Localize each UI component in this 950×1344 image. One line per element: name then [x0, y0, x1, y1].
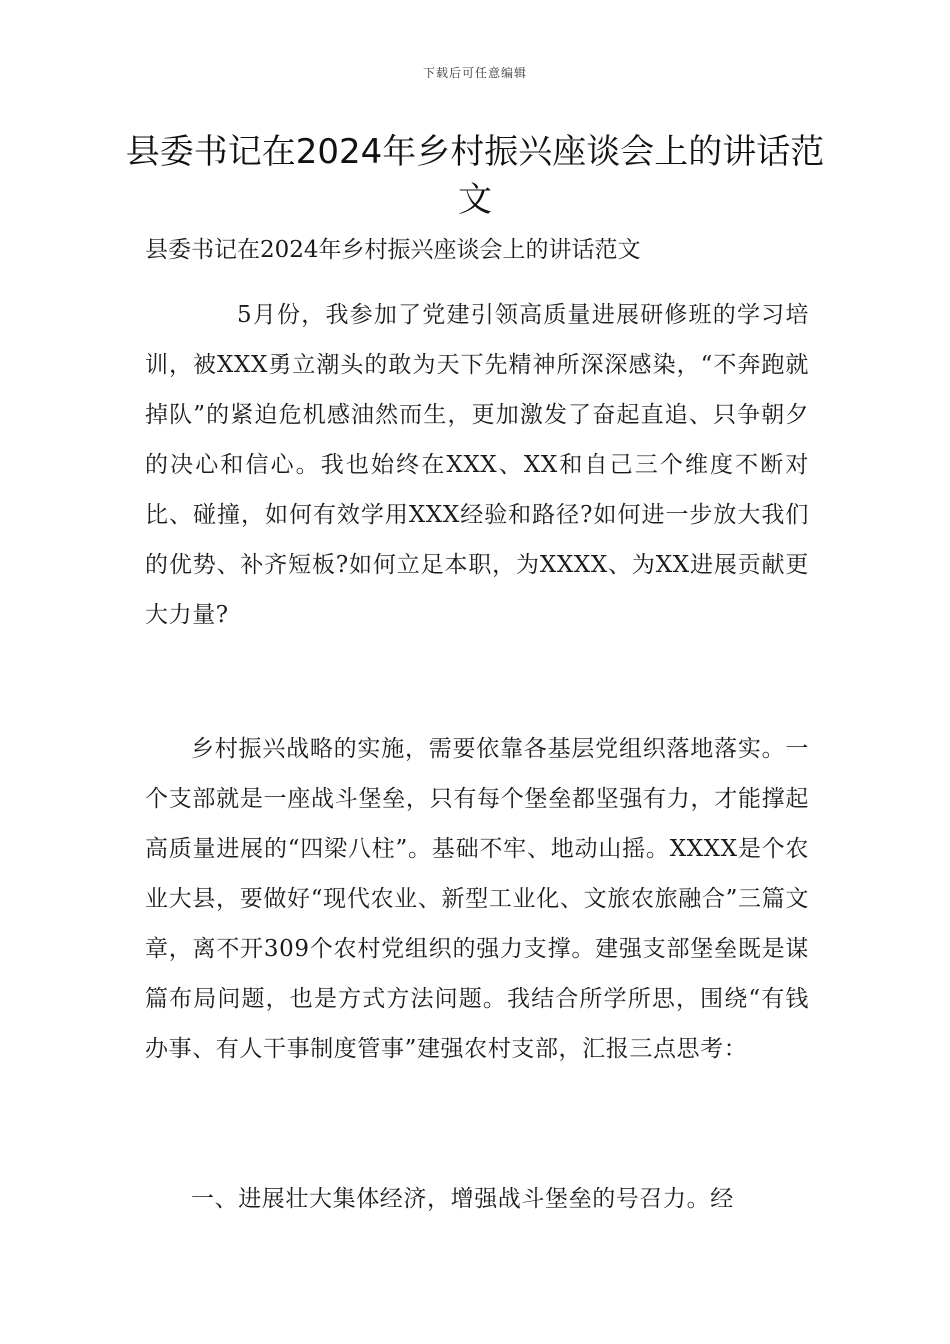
paragraph-strategy: 乡村振兴战略的实施，需要依靠各基层党组织落地落实。一个支部就是一座战斗堡垒，只有每个堡垒都坚强有力，才能撑起高质量进展的“四梁八柱”。基础不牢、地动山摇。XXXX是个农业大县，要做好“现代农业、新型工业化、文旅农旅融合”三篇文章，离不开309个农村党组织的强力支撑。建强支部堡垒既是谋篇布局问题，也是方式方法问题。我结合所学所思，围绕“有钱办事、有人干事制度管事”建强农村支部，汇报三点思考： [145, 736, 809, 1062]
document-title: 县委书记在2024年乡村振兴座谈会上的讲话范文 [125, 132, 825, 220]
section-heading-one: 一、进展壮大集体经济，增强战斗堡垒的号召力。经 [191, 1186, 734, 1212]
header-note: 下载后可任意编辑 [422, 66, 527, 80]
document-subtitle: 县委书记在2024年乡村振兴座谈会上的讲话范文 [145, 237, 641, 263]
paragraph-intro: 5月份，我参加了党建引领高质量进展研修班的学习培训，被XXX勇立潮头的敢为天下先精神所深深感染，“不奔跑就掉队”的紧迫危机感油然而生，更加激发了奋起直追、只争朝夕的决心和信心。我也始终在XXX、XX和自己三个维度不断对比、碰撞，如何有效学用XXX经验和路径?如何进一步放大我们的优势、补齐短板?如何立足本职，为XXXX、为XX进展贡献更大力量? [145, 302, 809, 628]
